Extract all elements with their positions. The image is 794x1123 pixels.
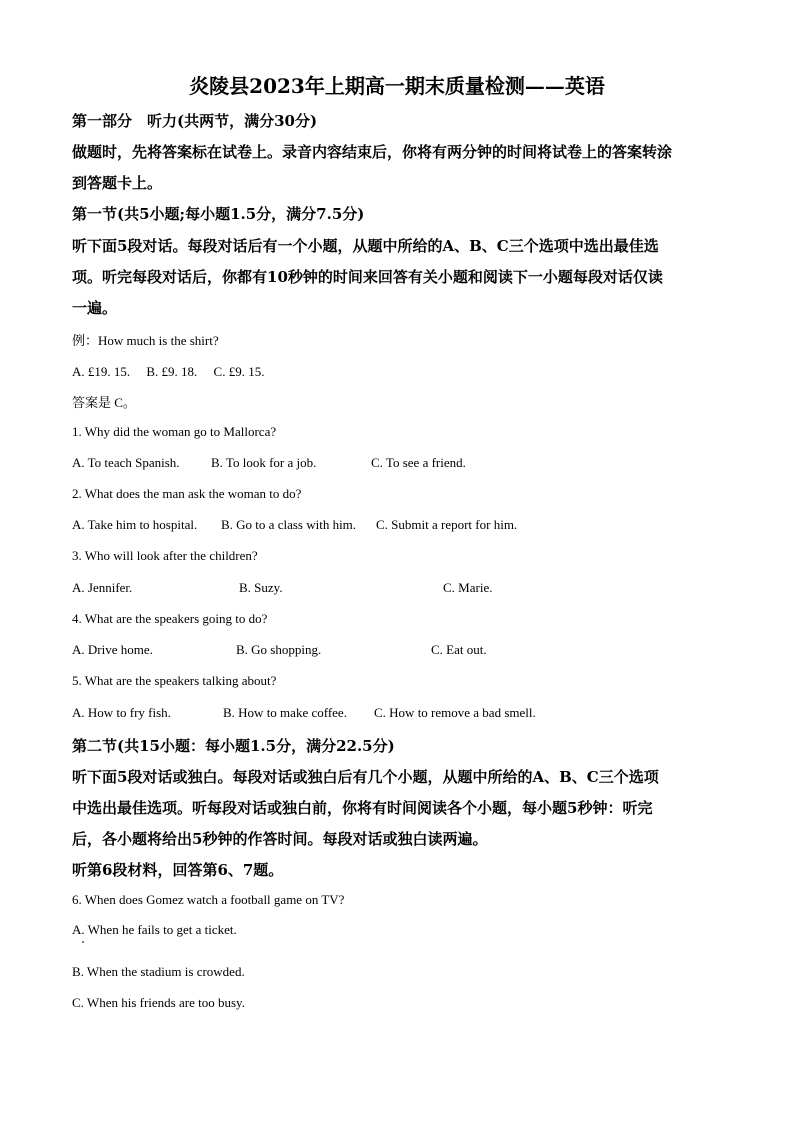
- part1-instructions-line2: 到答题卡上。: [72, 174, 163, 192]
- question-2-option-a: A. Take him to hospital.: [72, 517, 198, 532]
- example-answer: 答案是 C。: [72, 395, 136, 410]
- stray-dot-mark: [82, 941, 84, 943]
- question-5: 5. What are the speakers talking about?: [72, 673, 277, 688]
- question-3-option-a: A. Jennifer.: [72, 580, 133, 595]
- part1-heading: 第一部分 听力(共两节，满分30分): [72, 112, 318, 130]
- question-1-option-a: A. To teach Spanish.: [72, 455, 180, 470]
- question-6-option-a: A. When he fails to get a ticket.: [72, 922, 237, 937]
- question-2-option-c: C. Submit a report for him.: [376, 517, 518, 532]
- section2-instructions-line1: 听下面5段对话或独白。每段对话或独白后有几个小题，从题中所给的A、B、C三个选项: [72, 768, 659, 786]
- section1-instructions-line1: 听下面5段对话。每段对话后有一个小题，从题中所给的A、B、C三个选项中选出最佳选: [72, 237, 659, 255]
- page-title: 炎陵县2023年上期高一期末质量检测——英语: [189, 74, 605, 98]
- example-question: 例：How much is the shirt?: [72, 333, 219, 348]
- section2-instructions-line2: 中选出最佳选项。听每段对话或独白前，你将有时间阅读各个小题，每小题5秒钟：听完: [72, 799, 653, 817]
- question-4-option-b: B. Go shopping.: [236, 642, 322, 657]
- question-4-option-c: C. Eat out.: [431, 642, 487, 657]
- question-5-option-a: A. How to fry fish.: [72, 705, 171, 720]
- section1-instructions-line3: 一遍。: [72, 299, 118, 317]
- part1-instructions-line1: 做题时，先将答案标在试卷上。录音内容结束后，你将有两分钟的时间将试卷上的答案转涂: [72, 143, 673, 161]
- example-options: A. £19. 15. B. £9. 18. C. £9. 15.: [72, 364, 265, 379]
- question-3-option-c: C. Marie.: [443, 580, 493, 595]
- section2-instructions-line3: 后，各小题将给出5秒钟的作答时间。每段对话或独白读两遍。: [72, 830, 488, 848]
- question-1: 1. Why did the woman go to Mallorca?: [72, 424, 277, 439]
- question-6: 6. When does Gomez watch a football game on TV?: [72, 892, 345, 907]
- question-2: 2. What does the man ask the woman to do?: [72, 486, 302, 501]
- question-3: 3. Who will look after the children?: [72, 548, 258, 563]
- section1-heading: 第一节(共5小题;每小题1.5分，满分7.5分): [72, 205, 365, 223]
- material-note: 听第6段材料，回答第6、7题。: [72, 861, 284, 879]
- question-4-option-a: A. Drive home.: [72, 642, 153, 657]
- question-4: 4. What are the speakers going to do?: [72, 611, 268, 626]
- question-6-option-b: B. When the stadium is crowded.: [72, 964, 245, 979]
- question-1-option-c: C. To see a friend.: [371, 455, 466, 470]
- question-3-option-b: B. Suzy.: [239, 580, 283, 595]
- question-2-option-b: B. Go to a class with him.: [221, 517, 357, 532]
- question-5-option-c: C. How to remove a bad smell.: [374, 705, 536, 720]
- question-6-option-c: C. When his friends are too busy.: [72, 995, 245, 1010]
- question-5-option-b: B. How to make coffee.: [223, 705, 347, 720]
- question-1-option-b: B. To look for a job.: [211, 455, 317, 470]
- section1-instructions-line2: 项。听完每段对话后，你都有10秒钟的时间来回答有关小题和阅读下一小题每段对话仅读: [72, 268, 663, 286]
- section2-heading: 第二节(共15小题：每小题1.5分，满分22.5分): [72, 737, 395, 755]
